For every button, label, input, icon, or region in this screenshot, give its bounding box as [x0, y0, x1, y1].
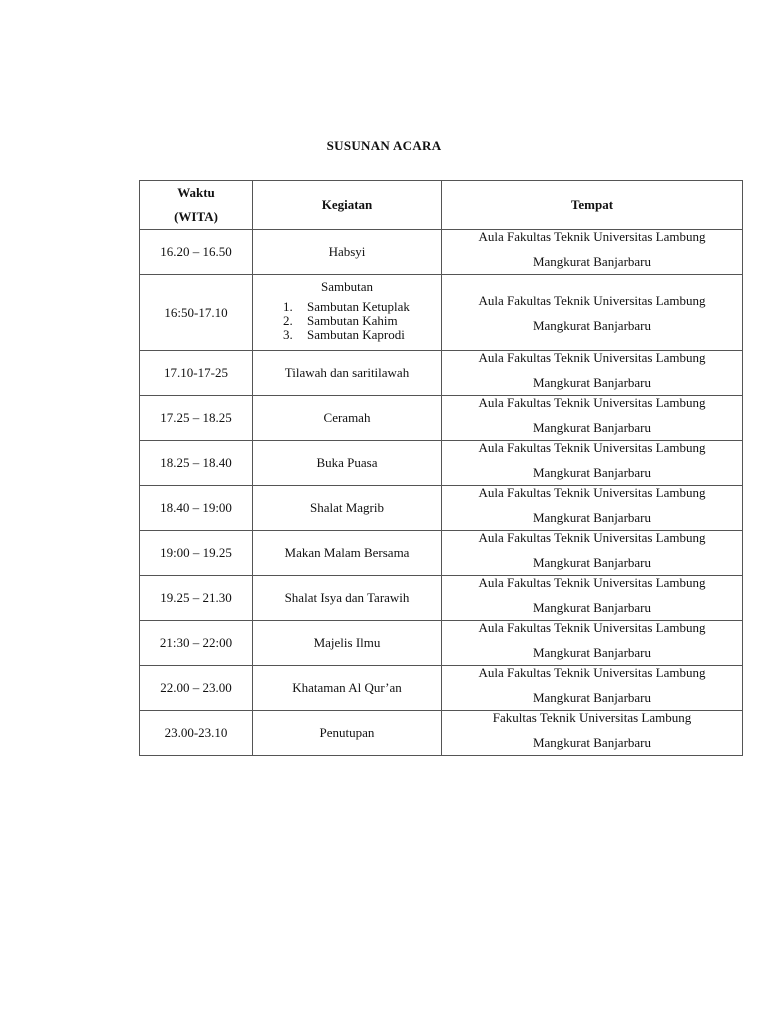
cell-waktu: 19.25 – 21.30	[140, 576, 253, 621]
list-item	[283, 328, 441, 342]
table-row	[140, 621, 743, 666]
tempat-line2: Mangkurat Banjarbaru	[532, 690, 652, 705]
tempat-line2: Mangkurat Banjarbaru	[532, 600, 652, 615]
cell-tempat	[442, 396, 743, 441]
header-waktu-label: Waktu	[177, 185, 215, 200]
table-row	[140, 531, 743, 576]
cell-waktu: 17.10-17-25	[140, 351, 253, 396]
cell-tempat	[442, 441, 743, 486]
cell-tempat	[442, 666, 743, 711]
tempat-line2: Mangkurat Banjarbaru	[532, 645, 652, 660]
cell-waktu: 16.20 – 16.50	[140, 230, 253, 275]
tempat-line1: Aula Fakultas Teknik Universitas Lambung	[478, 575, 706, 590]
cell-kegiatan: Makan Malam Bersama	[253, 531, 442, 576]
tempat-line2: Mangkurat Banjarbaru	[532, 420, 652, 435]
table-row	[140, 351, 743, 396]
document-title: SUSUNAN ACARA	[326, 138, 442, 153]
header-waktu-unit: (WITA)	[174, 209, 218, 224]
tempat-line1: Aula Fakultas Teknik Universitas Lambung	[478, 485, 706, 500]
cell-waktu: 18.25 – 18.40	[140, 441, 253, 486]
tempat-line2: Mangkurat Banjarbaru	[532, 735, 652, 750]
cell-waktu: 21:30 – 22:00	[140, 621, 253, 666]
tempat-line1: Aula Fakultas Teknik Universitas Lambung	[478, 395, 706, 410]
cell-kegiatan: Penutupan	[253, 711, 442, 756]
tempat-line1: Aula Fakultas Teknik Universitas Lambung	[478, 530, 706, 545]
table-row	[140, 486, 743, 531]
table-row	[140, 275, 743, 351]
table-row	[140, 396, 743, 441]
tempat-line1: Aula Fakultas Teknik Universitas Lambung	[478, 440, 706, 455]
cell-tempat	[442, 351, 743, 396]
list-number: 3.	[283, 326, 293, 342]
table-header-row	[140, 181, 743, 230]
tempat-line1: Aula Fakultas Teknik Universitas Lambung	[478, 665, 706, 680]
cell-kegiatan: Ceramah	[253, 396, 442, 441]
table-row	[140, 666, 743, 711]
tempat-line1: Aula Fakultas Teknik Universitas Lambung	[478, 229, 706, 244]
list-label: Sambutan Ketuplak	[307, 298, 410, 314]
table-row	[140, 441, 743, 486]
tempat-line2: Mangkurat Banjarbaru	[532, 375, 652, 390]
tempat-line2: Mangkurat Banjarbaru	[532, 510, 652, 525]
schedule-table	[139, 180, 743, 756]
cell-tempat	[442, 230, 743, 275]
list-item	[283, 300, 441, 314]
tempat-line2: Mangkurat Banjarbaru	[532, 254, 652, 269]
cell-waktu: 19:00 – 19.25	[140, 531, 253, 576]
tempat-line2: Mangkurat Banjarbaru	[532, 465, 652, 480]
header-tempat: Tempat	[442, 181, 743, 230]
cell-kegiatan: Shalat Magrib	[253, 486, 442, 531]
sambutan-list	[253, 300, 441, 342]
list-number: 1.	[283, 298, 293, 314]
cell-kegiatan: Habsyi	[253, 230, 442, 275]
cell-kegiatan: Tilawah dan saritilawah	[253, 351, 442, 396]
list-number: 2.	[283, 312, 293, 328]
cell-kegiatan: Khataman Al Qur’an	[253, 666, 442, 711]
tempat-line1: Aula Fakultas Teknik Universitas Lambung	[478, 350, 706, 365]
header-kegiatan: Kegiatan	[253, 181, 442, 230]
tempat-line2: Mangkurat Banjarbaru	[532, 317, 652, 333]
kegiatan-label: Sambutan	[321, 278, 373, 294]
cell-waktu: 16:50-17.10	[140, 275, 253, 351]
cell-tempat	[442, 275, 743, 351]
cell-kegiatan: Buka Puasa	[253, 441, 442, 486]
tempat-line2: Mangkurat Banjarbaru	[532, 555, 652, 570]
cell-tempat	[442, 531, 743, 576]
cell-waktu: 18.40 – 19:00	[140, 486, 253, 531]
cell-waktu: 23.00-23.10	[140, 711, 253, 756]
cell-tempat	[442, 621, 743, 666]
table-row	[140, 711, 743, 756]
cell-tempat	[442, 576, 743, 621]
cell-kegiatan	[253, 275, 442, 351]
list-label: Sambutan Kahim	[307, 312, 398, 328]
cell-kegiatan: Majelis Ilmu	[253, 621, 442, 666]
tempat-line1: Aula Fakultas Teknik Universitas Lambung	[478, 292, 706, 308]
list-item	[283, 314, 441, 328]
cell-tempat	[442, 711, 743, 756]
table-row	[140, 576, 743, 621]
cell-waktu: 17.25 – 18.25	[140, 396, 253, 441]
tempat-line1: Aula Fakultas Teknik Universitas Lambung	[478, 620, 706, 635]
header-waktu	[140, 181, 253, 230]
tempat-line1: Fakultas Teknik Universitas Lambung	[492, 710, 692, 725]
cell-tempat	[442, 486, 743, 531]
cell-kegiatan: Shalat Isya dan Tarawih	[253, 576, 442, 621]
cell-waktu: 22.00 – 23.00	[140, 666, 253, 711]
table-row	[140, 230, 743, 275]
list-label: Sambutan Kaprodi	[307, 326, 405, 342]
